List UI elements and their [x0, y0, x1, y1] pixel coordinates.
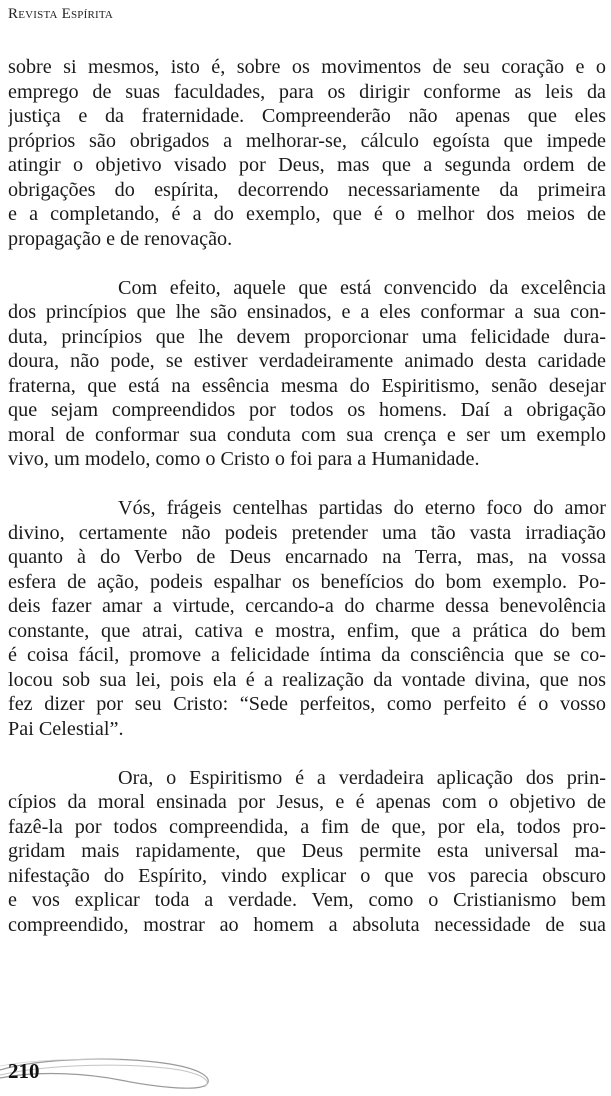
- text-line: constante, que atrai, cativa e mostra, enfim, que a prática do bem: [8, 619, 606, 642]
- text-line: propagação e de renovação.: [8, 227, 233, 250]
- text-line: obrigações do espírita, decorrendo necessariamente da primeira: [8, 178, 606, 201]
- text-line: Vós, frágeis centelhas partidas do eterno foco do amor: [118, 497, 606, 519]
- text-line: quanto à do Verbo de Deus encarnado na Terra, mas, na vossa: [8, 546, 606, 568]
- paragraph-gap: [8, 741, 606, 766]
- text-line: locou sob sua lei, pois ela é a realização da vontade divina, que nos: [8, 668, 606, 691]
- text-line: moral de conformar sua conduta com sua crença e ser um exemplo: [8, 423, 606, 446]
- text-line: sobre si mesmos, isto é, sobre os movimentos de seu coração e o: [8, 56, 606, 78]
- text-line: doura, não pode, se estiver verdadeiramente animado desta caridade: [8, 350, 606, 372]
- text-line: é coisa fácil, promove a felicidade íntima da consciência que se co-: [8, 644, 606, 666]
- page-number: 210: [8, 1059, 40, 1083]
- text-line: fazê-la por todos compreendida, a fim de que, por ela, todos pro-: [8, 815, 606, 838]
- paragraph-gap: [8, 472, 606, 497]
- paragraph-2: [8, 276, 606, 472]
- text-line: dos princípios que lhe são ensinados, e a eles conformar a sua con-: [8, 301, 606, 323]
- text-line: compreendido, mostrar ao homem a absoluta necessidade de sua: [8, 913, 606, 936]
- text-line: próprios são obrigados a melhorar-se, cálculo egoísta que impede: [8, 129, 606, 152]
- text-line: divino, certamente não podeis pretender uma tão vasta irradiação: [8, 521, 606, 544]
- text-line: e a completando, é a do exemplo, que é o melhor dos meios de: [8, 203, 606, 225]
- text-line: Pai Celestial”.: [8, 717, 124, 740]
- text-line: atingir o objetivo visado por Deus, mas que a segunda ordem de: [8, 154, 606, 176]
- text-line: justiça e da fraternidade. Compreenderão não apenas que eles: [8, 105, 606, 127]
- paragraph-gap: [8, 251, 606, 276]
- text-line: e vos explicar toda a verdade. Vem, como o Cristianismo bem: [8, 889, 606, 911]
- paragraph-4: [8, 766, 606, 938]
- text-line: que sejam compreendidos por todos os homens. Daí a obrigação: [8, 399, 606, 421]
- text-line: nifestação do Espírito, vindo explicar o que vos parecia obscuro: [8, 864, 606, 887]
- text-line: Com efeito, aquele que está convencido da excelência: [118, 276, 606, 299]
- text-line: emprego de suas faculdades, para os dirigir conforme as leis da: [8, 80, 606, 103]
- text-line: deis fazer amar a virtude, cercando-a do charme dessa benevolência: [8, 595, 606, 617]
- text-line: gridam mais rapidamente, que Deus permite esta universal ma-: [8, 840, 606, 862]
- body-text: [8, 55, 606, 937]
- paragraph-3: [8, 496, 606, 741]
- text-line: duta, princípios que lhe devem proporcionar uma felicidade dura-: [8, 325, 606, 348]
- text-line: esfera de ação, podeis espalhar os benefícios do bom exemplo. Po-: [8, 570, 606, 593]
- text-line: cípios da moral ensinada por Jesus, e é apenas com o objetivo de: [8, 791, 606, 813]
- text-line: fraterna, que está na essência mesma do Espiritismo, senão desejar: [8, 374, 606, 397]
- running-header: Revista Espírita: [8, 6, 114, 22]
- text-line: Ora, o Espiritismo é a verdadeira aplicação dos prin-: [118, 766, 606, 789]
- paragraph-1: [8, 55, 606, 251]
- text-line: fez dizer por seu Cristo: “Sede perfeitos, como perfeito é o vosso: [8, 693, 606, 715]
- text-line: vivo, um modelo, como o Cristo o foi para a Humanidade.: [8, 448, 480, 470]
